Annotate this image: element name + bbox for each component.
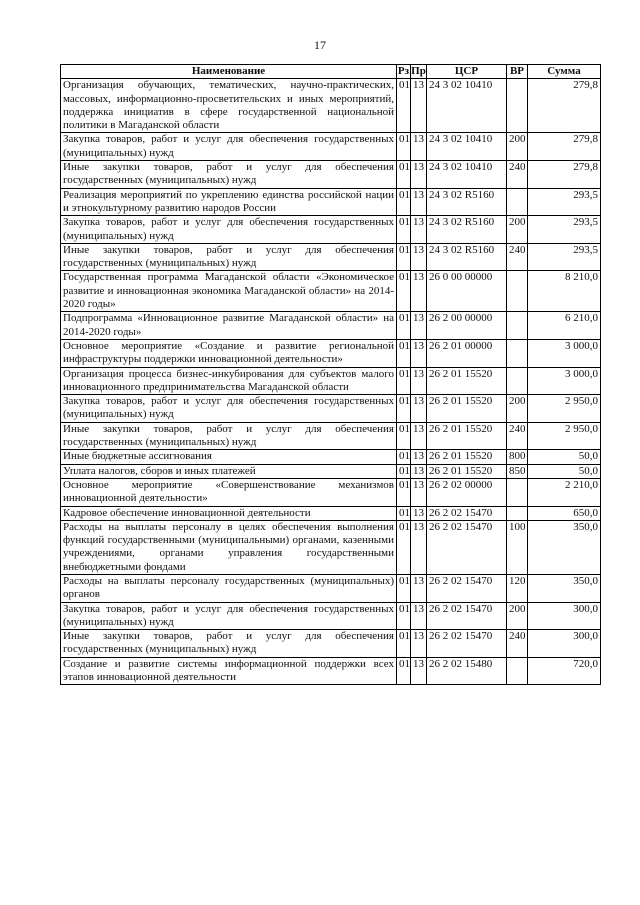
row-sum: 350,0: [528, 520, 601, 574]
header-csr: ЦСР: [427, 65, 507, 79]
row-name: Реализация мероприятий по укреплению единства российской нации и этнокультурному развитию народов России: [61, 188, 397, 216]
row-pr: 13: [411, 478, 427, 506]
row-csr: 26 2 01 15520: [427, 367, 507, 395]
row-pr: 13: [411, 243, 427, 271]
row-vr: [507, 339, 528, 367]
row-rz: 01: [397, 450, 411, 464]
row-name: Кадровое обеспечение инновационной деятельности: [61, 506, 397, 520]
table-row: [61, 243, 601, 271]
row-pr: 13: [411, 216, 427, 244]
row-pr: 13: [411, 161, 427, 189]
table-row: [61, 657, 601, 685]
table-row: [61, 367, 601, 395]
row-sum: 2 950,0: [528, 422, 601, 450]
row-name: Государственная программа Магаданской области «Экономическое развитие и инновационная экономика Магаданской области» на 2014-2020 годы»: [61, 271, 397, 312]
row-vr: 120: [507, 574, 528, 602]
row-name: Организация процесса бизнес-инкубирования для субъектов малого инновационного предпринимательства Магаданской области: [61, 367, 397, 395]
table-row: [61, 478, 601, 506]
row-sum: 279,8: [528, 161, 601, 189]
row-vr: 240: [507, 630, 528, 658]
row-csr: 26 2 02 15470: [427, 506, 507, 520]
row-sum: 293,5: [528, 216, 601, 244]
row-rz: 01: [397, 602, 411, 630]
row-csr: 26 2 02 15470: [427, 630, 507, 658]
row-vr: 240: [507, 422, 528, 450]
row-pr: 13: [411, 506, 427, 520]
row-sum: 6 210,0: [528, 312, 601, 340]
row-sum: 350,0: [528, 574, 601, 602]
row-rz: 01: [397, 271, 411, 312]
table-row: [61, 271, 601, 312]
row-rz: 01: [397, 657, 411, 685]
row-name: Расходы на выплаты персоналу в целях обеспечения выполнения функций государственными (муниципальными) органами, казенными учреждениями, органами управления государственными внебюджетными фондами: [61, 520, 397, 574]
row-rz: 01: [397, 161, 411, 189]
budget-table: [60, 64, 601, 685]
row-rz: 01: [397, 133, 411, 161]
row-pr: 13: [411, 133, 427, 161]
row-pr: 13: [411, 464, 427, 478]
row-vr: 200: [507, 216, 528, 244]
row-vr: [507, 79, 528, 133]
row-pr: 13: [411, 312, 427, 340]
row-vr: 240: [507, 243, 528, 271]
row-rz: 01: [397, 574, 411, 602]
row-sum: 650,0: [528, 506, 601, 520]
row-csr: 26 2 02 15480: [427, 657, 507, 685]
row-name: Создание и развитие системы информационной поддержки всех этапов инновационной деятельности: [61, 657, 397, 685]
row-csr: 24 3 02 10410: [427, 79, 507, 133]
table-row: [61, 133, 601, 161]
row-csr: 26 2 01 15520: [427, 395, 507, 423]
row-sum: 300,0: [528, 630, 601, 658]
row-vr: [507, 312, 528, 340]
row-sum: 3 000,0: [528, 367, 601, 395]
row-sum: 2 210,0: [528, 478, 601, 506]
row-name: Организация обучающих, тематических, научно-практических, массовых, информационно-просветительских и иных мероприятий, поддержка инициатив в сфере государственной национальной политики в Магаданской области: [61, 79, 397, 133]
row-vr: [507, 657, 528, 685]
page-number: 17: [314, 38, 326, 52]
row-rz: 01: [397, 79, 411, 133]
row-pr: 13: [411, 422, 427, 450]
row-pr: 13: [411, 520, 427, 574]
row-rz: 01: [397, 422, 411, 450]
row-sum: 300,0: [528, 602, 601, 630]
table-row: [61, 79, 601, 133]
row-vr: 200: [507, 133, 528, 161]
row-name: Иные закупки товаров, работ и услуг для обеспечения государственных (муниципальных) нужд: [61, 630, 397, 658]
row-name: Иные закупки товаров, работ и услуг для обеспечения государственных (муниципальных) нужд: [61, 422, 397, 450]
header-vr: ВР: [507, 65, 528, 79]
row-csr: 24 3 02 10410: [427, 133, 507, 161]
table-row: [61, 506, 601, 520]
row-vr: [507, 478, 528, 506]
row-csr: 26 2 01 15520: [427, 422, 507, 450]
row-pr: 13: [411, 574, 427, 602]
row-name: Закупка товаров, работ и услуг для обеспечения государственных (муниципальных) нужд: [61, 216, 397, 244]
header-sum: Сумма: [528, 65, 601, 79]
row-pr: 13: [411, 271, 427, 312]
row-name: Иные бюджетные ассигнования: [61, 450, 397, 464]
row-pr: 13: [411, 657, 427, 685]
row-vr: [507, 506, 528, 520]
row-pr: 13: [411, 630, 427, 658]
row-csr: 26 2 01 15520: [427, 464, 507, 478]
row-rz: 01: [397, 188, 411, 216]
row-name: Подпрограмма «Инновационное развитие Магаданской области» на 2014-2020 годы»: [61, 312, 397, 340]
row-csr: 24 3 02 R5160: [427, 216, 507, 244]
row-rz: 01: [397, 339, 411, 367]
header-rz: Рз: [397, 65, 410, 77]
row-vr: 850: [507, 464, 528, 478]
row-csr: 26 2 02 15470: [427, 602, 507, 630]
header-name: Наименование: [61, 65, 397, 79]
row-rz: 01: [397, 520, 411, 574]
row-name: Расходы на выплаты персоналу государственных (муниципальных) органов: [61, 574, 397, 602]
row-pr: 13: [411, 602, 427, 630]
row-sum: 50,0: [528, 450, 601, 464]
row-rz: 01: [397, 312, 411, 340]
row-sum: 293,5: [528, 243, 601, 271]
row-sum: 8 210,0: [528, 271, 601, 312]
table-row: [61, 312, 601, 340]
row-rz: 01: [397, 630, 411, 658]
row-pr: 13: [411, 339, 427, 367]
row-csr: 26 2 02 15470: [427, 520, 507, 574]
table-row: [61, 188, 601, 216]
row-sum: 3 000,0: [528, 339, 601, 367]
row-rz: 01: [397, 506, 411, 520]
table-row: [61, 422, 601, 450]
header-row: [61, 65, 601, 79]
row-vr: 800: [507, 450, 528, 464]
row-rz: 01: [397, 478, 411, 506]
table-header: [61, 65, 601, 79]
row-name: Закупка товаров, работ и услуг для обеспечения государственных (муниципальных) нужд: [61, 602, 397, 630]
row-csr: 26 0 00 00000: [427, 271, 507, 312]
row-name: Иные закупки товаров, работ и услуг для обеспечения государственных (муниципальных) нужд: [61, 161, 397, 189]
table-row: [61, 161, 601, 189]
row-name: Иные закупки товаров, работ и услуг для обеспечения государственных (муниципальных) нужд: [61, 243, 397, 271]
row-csr: 26 2 02 00000: [427, 478, 507, 506]
row-vr: 100: [507, 520, 528, 574]
row-pr: 13: [411, 395, 427, 423]
row-sum: 2 950,0: [528, 395, 601, 423]
row-sum: 50,0: [528, 464, 601, 478]
table-row: [61, 464, 601, 478]
row-sum: 279,8: [528, 79, 601, 133]
row-pr: 13: [411, 79, 427, 133]
row-vr: [507, 271, 528, 312]
row-vr: 240: [507, 161, 528, 189]
row-csr: 26 2 01 15520: [427, 450, 507, 464]
row-pr: 13: [411, 188, 427, 216]
row-rz: 01: [397, 216, 411, 244]
row-rz: 01: [397, 395, 411, 423]
row-vr: [507, 367, 528, 395]
table-row: [61, 630, 601, 658]
row-vr: 200: [507, 602, 528, 630]
table-row: [61, 574, 601, 602]
row-csr: 24 3 02 10410: [427, 161, 507, 189]
row-name: Закупка товаров, работ и услуг для обеспечения государственных (муниципальных) нужд: [61, 133, 397, 161]
row-sum: 720,0: [528, 657, 601, 685]
row-sum: 293,5: [528, 188, 601, 216]
row-vr: [507, 188, 528, 216]
row-name: Основное мероприятие «Совершенствование механизмов инновационной деятельности»: [61, 478, 397, 506]
row-csr: 24 3 02 R5160: [427, 243, 507, 271]
row-rz: 01: [397, 367, 411, 395]
table-row: [61, 339, 601, 367]
table-row: [61, 602, 601, 630]
table-row: [61, 216, 601, 244]
table-body: [61, 79, 601, 685]
header-pr: Пр: [411, 65, 426, 77]
row-csr: 26 2 02 15470: [427, 574, 507, 602]
row-name: Закупка товаров, работ и услуг для обеспечения государственных (муниципальных) нужд: [61, 395, 397, 423]
row-rz: 01: [397, 243, 411, 271]
row-csr: 24 3 02 R5160: [427, 188, 507, 216]
row-vr: 200: [507, 395, 528, 423]
table-row: [61, 520, 601, 574]
row-name: Уплата налогов, сборов и иных платежей: [61, 464, 397, 478]
row-rz: 01: [397, 464, 411, 478]
row-csr: 26 2 00 00000: [427, 312, 507, 340]
table-row: [61, 395, 601, 423]
row-pr: 13: [411, 450, 427, 464]
row-sum: 279,8: [528, 133, 601, 161]
table-row: [61, 450, 601, 464]
row-csr: 26 2 01 00000: [427, 339, 507, 367]
row-pr: 13: [411, 367, 427, 395]
row-name: Основное мероприятие «Создание и развитие региональной инфраструктуры поддержки инновационной деятельности»: [61, 339, 397, 367]
